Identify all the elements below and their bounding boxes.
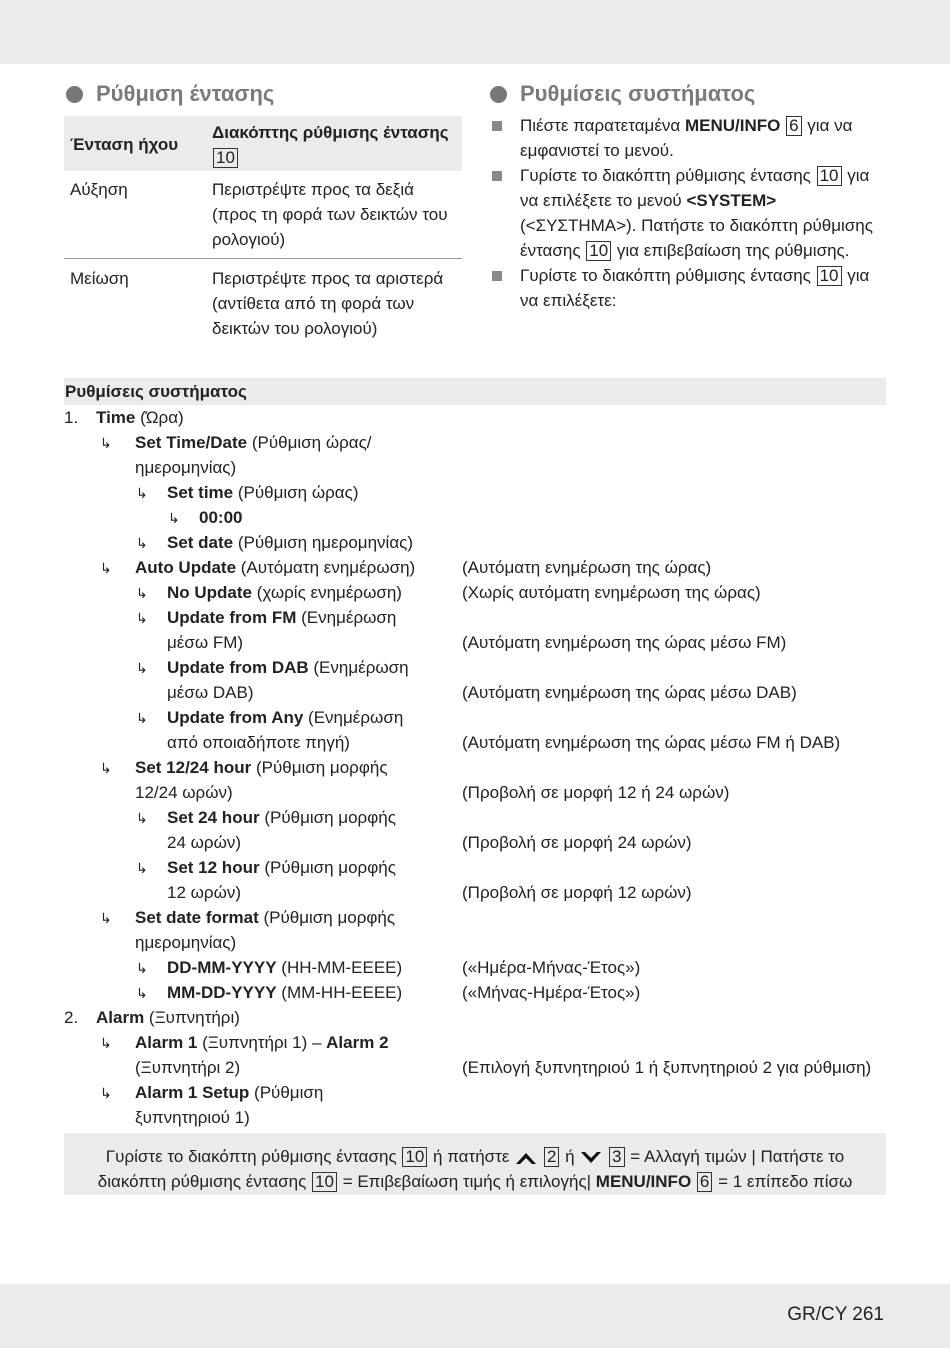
tree-row (64, 1080, 886, 1105)
row-desc: Περιστρέψτε προς τα αριστερά (αντίθετα από τη φορά των δεικτών του ρολογιού) (212, 269, 444, 338)
tree-row (64, 580, 886, 605)
note-line (64, 1144, 886, 1169)
sub-arrow-icon: ↳ (136, 960, 148, 976)
tree-row (64, 1005, 886, 1030)
item-explanation: (Προβολή σε μορφή 24 ωρών) (462, 833, 692, 852)
menu-item-desc: 12 ωρών) (167, 883, 242, 902)
tree-row (64, 705, 886, 730)
table-row (64, 259, 462, 347)
sub-arrow-icon: ↳ (136, 985, 148, 1001)
item-explanation: (Αυτόματη ενημέρωση της ώρας μέσω FM) (462, 633, 787, 652)
note-text: = 1 επίπεδο πίσω (713, 1172, 853, 1191)
step-text: για να εμφανιστεί το μενού. (520, 116, 853, 160)
menu-item: Alarm 1 (135, 1033, 198, 1052)
menu-item-desc: (HH-MM-EEEE) (276, 958, 403, 977)
sub-arrow-icon: ↳ (136, 710, 148, 726)
menu-item: 00:00 (199, 508, 243, 527)
menu-item-desc: (Ξυπνητήρι 1) – (197, 1033, 327, 1052)
menu-item-desc: (Ρύθμιση ημερομηνίας) (233, 533, 414, 552)
volume-table (64, 116, 462, 347)
item-explanation: (Προβολή σε μορφή 12 ή 24 ωρών) (462, 783, 730, 802)
tree-row (64, 555, 886, 580)
note-line (64, 1169, 886, 1194)
note-text: ή (560, 1147, 580, 1166)
tree-row (64, 530, 886, 555)
square-bullet-icon (492, 171, 502, 181)
sub-arrow-icon: ↳ (136, 535, 148, 551)
volume-heading (66, 81, 274, 107)
menu-item-desc: (Ενημέρωση (303, 708, 404, 727)
ref-box: 2 (544, 1147, 559, 1167)
row-action: Αύξηση (70, 180, 128, 199)
note-text: διακόπτη ρύθμισης έντασης (97, 1172, 312, 1191)
menu-item: Update from FM (167, 608, 297, 627)
menu-item: Update from Any (167, 708, 304, 727)
tree-row (64, 680, 886, 705)
menu-info-label: MENU/INFO (684, 116, 781, 135)
ref-box: 10 (213, 148, 238, 168)
step-text: για να επιλέξετε το μενού (520, 166, 870, 210)
navigation-note (64, 1133, 886, 1195)
tree-row (64, 755, 886, 780)
step-text: για να επιλέξετε: (520, 266, 870, 310)
tree-row (64, 830, 886, 855)
tree-row (64, 780, 886, 805)
sub-arrow-icon: ↳ (100, 1085, 112, 1101)
system-steps (490, 113, 890, 313)
menu-item: MM-DD-YYYY (167, 983, 277, 1002)
menu-item-desc: (Ρύθμιση (249, 1083, 324, 1102)
volume-heading-text: Ρύθμιση έντασης (96, 81, 275, 106)
step-text: Γυρίστε το διακόπτη ρύθμισης έντασης (520, 266, 816, 285)
menu-item: Set 12/24 hour (135, 758, 252, 777)
menu-item: No Update (167, 583, 252, 602)
tree-row (64, 605, 886, 630)
system-label: <SYSTEM> (686, 191, 777, 210)
menu-item-desc: (Ενημέρωση (296, 608, 397, 627)
tree-row (64, 505, 886, 530)
sub-arrow-icon: ↳ (100, 560, 112, 576)
menu-item-desc: 12/24 ωρών) (135, 783, 233, 802)
tree-row (64, 880, 886, 905)
tree-row (64, 930, 886, 955)
ref-box: 10 (586, 241, 611, 261)
tree-row (64, 655, 886, 680)
ref-box: 6 (786, 116, 801, 136)
sub-arrow-icon: ↳ (100, 1035, 112, 1051)
menu-item: Set time (167, 483, 234, 502)
tree-row (64, 905, 886, 930)
menu-item-desc: 24 ωρών) (167, 833, 242, 852)
menu-item-desc: μέσω DAB) (167, 683, 254, 702)
menu-item: Alarm (96, 1008, 145, 1027)
system-heading-text: Ρυθμίσεις συστήματος (520, 81, 756, 106)
menu-item-desc: ξυπνητηριού 1) (135, 1108, 250, 1127)
menu-item-desc: (χωρίς ενημέρωση) (252, 583, 402, 602)
item-explanation: (Προβολή σε μορφή 12 ωρών) (462, 883, 692, 902)
menu-item-desc: (MM-HH-EEEE) (276, 983, 403, 1002)
sub-arrow-icon: ↳ (168, 510, 180, 526)
tree-row (64, 730, 886, 755)
menu-tree (64, 405, 886, 1130)
menu-item: DD-MM-YYYY (167, 958, 277, 977)
tree-row (64, 405, 886, 430)
list-item (490, 113, 890, 163)
top-band (0, 0, 950, 64)
menu-item-desc: (Ξυπνητήρι 2) (135, 1058, 241, 1077)
ref-box: 10 (817, 266, 842, 286)
menu-item-desc: (Ρύθμιση μορφής (259, 858, 396, 877)
menu-item-desc: από οποιαδήποτε πηγή) (167, 733, 350, 752)
tree-row (64, 955, 886, 980)
ref-box: 10 (402, 1147, 427, 1167)
item-explanation: (Αυτόματη ενημέρωση της ώρας) (462, 558, 712, 577)
tree-row (64, 630, 886, 655)
note-text: Γυρίστε το διακόπτη ρύθμισης έντασης (105, 1147, 402, 1166)
tree-row (64, 480, 886, 505)
tree-row (64, 430, 886, 455)
item-number: 1. (64, 408, 79, 427)
tree-row (64, 1055, 886, 1080)
item-number: 2. (64, 1008, 79, 1027)
square-bullet-icon (492, 121, 502, 131)
step-text: (<ΣΥΣΤΗΜΑ>). Πατήστε το διακόπτη ρύθμισης έντασης (520, 216, 873, 260)
ref-box: 6 (697, 1172, 712, 1192)
menu-item: Alarm 2 (326, 1033, 389, 1052)
menu-item-desc: (Ρύθμιση ώρας) (233, 483, 359, 502)
menu-item-desc: (Ρύθμιση ώρας/ (247, 433, 372, 452)
menu-item-desc: (Ρύθμιση μορφής (258, 908, 396, 927)
note-text: ή πατήστε (428, 1147, 515, 1166)
menu-item-desc: ημερομηνίας) (135, 458, 237, 477)
sub-arrow-icon: ↳ (136, 485, 148, 501)
ref-box: 10 (312, 1172, 337, 1192)
sub-arrow-icon: ↳ (100, 760, 112, 776)
tree-header-text: Ρυθμίσεις συστήματος (65, 382, 247, 401)
note-text: = Αλλαγή τιμών | Πατήστε το (625, 1147, 845, 1166)
tree-row (64, 1030, 886, 1055)
menu-item-desc: μέσω FM) (167, 633, 244, 652)
menu-item-desc: (Ρύθμιση μορφής (259, 808, 396, 827)
menu-item-desc: (Ρύθμιση μορφής (251, 758, 388, 777)
ref-box: 3 (609, 1147, 624, 1167)
menu-item: Set 24 hour (167, 808, 260, 827)
sub-arrow-icon: ↳ (136, 585, 148, 601)
tree-row (64, 855, 886, 880)
header-knob-text: Διακόπτης ρύθμισης έντασης (212, 123, 449, 142)
list-item (490, 163, 890, 263)
header-volume: Ένταση ήχου (70, 135, 179, 154)
menu-item: Time (96, 408, 136, 427)
sub-arrow-icon: ↳ (100, 910, 112, 926)
sub-arrow-icon: ↳ (136, 610, 148, 626)
tree-row (64, 980, 886, 1005)
volume-table-header (64, 116, 462, 171)
chevron-up-icon (514, 1150, 538, 1166)
tree-row (64, 805, 886, 830)
menu-item: Alarm 1 Setup (135, 1083, 250, 1102)
item-explanation: (Αυτόματη ενημέρωση της ώρας μέσω DAB) (462, 683, 797, 702)
menu-item-desc: ημερομηνίας) (135, 933, 237, 952)
menu-item: Update from DAB (167, 658, 309, 677)
circle-bullet-icon (490, 86, 507, 103)
menu-item: Set Time/Date (135, 433, 248, 452)
list-item (490, 263, 890, 313)
table-row (64, 171, 462, 259)
step-text: Γυρίστε το διακόπτη ρύθμισης έντασης (520, 166, 816, 185)
header-knob (206, 120, 462, 170)
sub-arrow-icon: ↳ (136, 810, 148, 826)
menu-item: Set 12 hour (167, 858, 260, 877)
item-explanation: (Αυτόματη ενημέρωση της ώρας μέσω FM ή DAB) (462, 733, 841, 752)
menu-item-desc: (Ώρα) (135, 408, 184, 427)
item-explanation: (Χωρίς αυτόματη ενημέρωση της ώρας) (462, 583, 761, 602)
item-explanation: («Μήνας-Ημέρα-Έτος») (462, 983, 641, 1002)
item-explanation: («Ημέρα-Μήνας-Έτος») (462, 958, 641, 977)
row-action: Μείωση (70, 269, 129, 288)
ref-box: 10 (817, 166, 842, 186)
menu-item: Set date format (135, 908, 259, 927)
tree-row (64, 455, 886, 480)
note-text: = Επιβεβαίωση τιμής ή επιλογής| (337, 1172, 596, 1191)
menu-item-desc: (Ενημέρωση (308, 658, 409, 677)
sub-arrow-icon: ↳ (136, 860, 148, 876)
page-number: GR/CY 261 (787, 1304, 884, 1325)
menu-info-label: MENU/INFO (595, 1172, 692, 1191)
sub-arrow-icon: ↳ (100, 435, 112, 451)
tree-header (64, 378, 886, 405)
item-explanation: (Επιλογή ξυπνητηριού 1 ή ξυπνητηριού 2 για ρύθμιση) (462, 1058, 872, 1077)
system-heading (490, 81, 755, 107)
step-text: Πιέστε παρατεταμένα (520, 116, 685, 135)
row-desc: Περιστρέψτε προς τα δεξιά (προς τη φορά των δεικτών του ρολογιού) (212, 180, 448, 249)
circle-bullet-icon (66, 86, 83, 103)
menu-item: Set date (167, 533, 234, 552)
menu-item: Auto Update (135, 558, 237, 577)
square-bullet-icon (492, 271, 502, 281)
step-text: για επιβεβαίωση της ρύθμισης. (612, 241, 850, 260)
sub-arrow-icon: ↳ (136, 660, 148, 676)
menu-item-desc: (Αυτόματη ενημέρωση) (236, 558, 416, 577)
tree-row (64, 1105, 886, 1130)
menu-item-desc: (Ξυπνητήρι) (144, 1008, 240, 1027)
chevron-down-icon (579, 1150, 603, 1166)
